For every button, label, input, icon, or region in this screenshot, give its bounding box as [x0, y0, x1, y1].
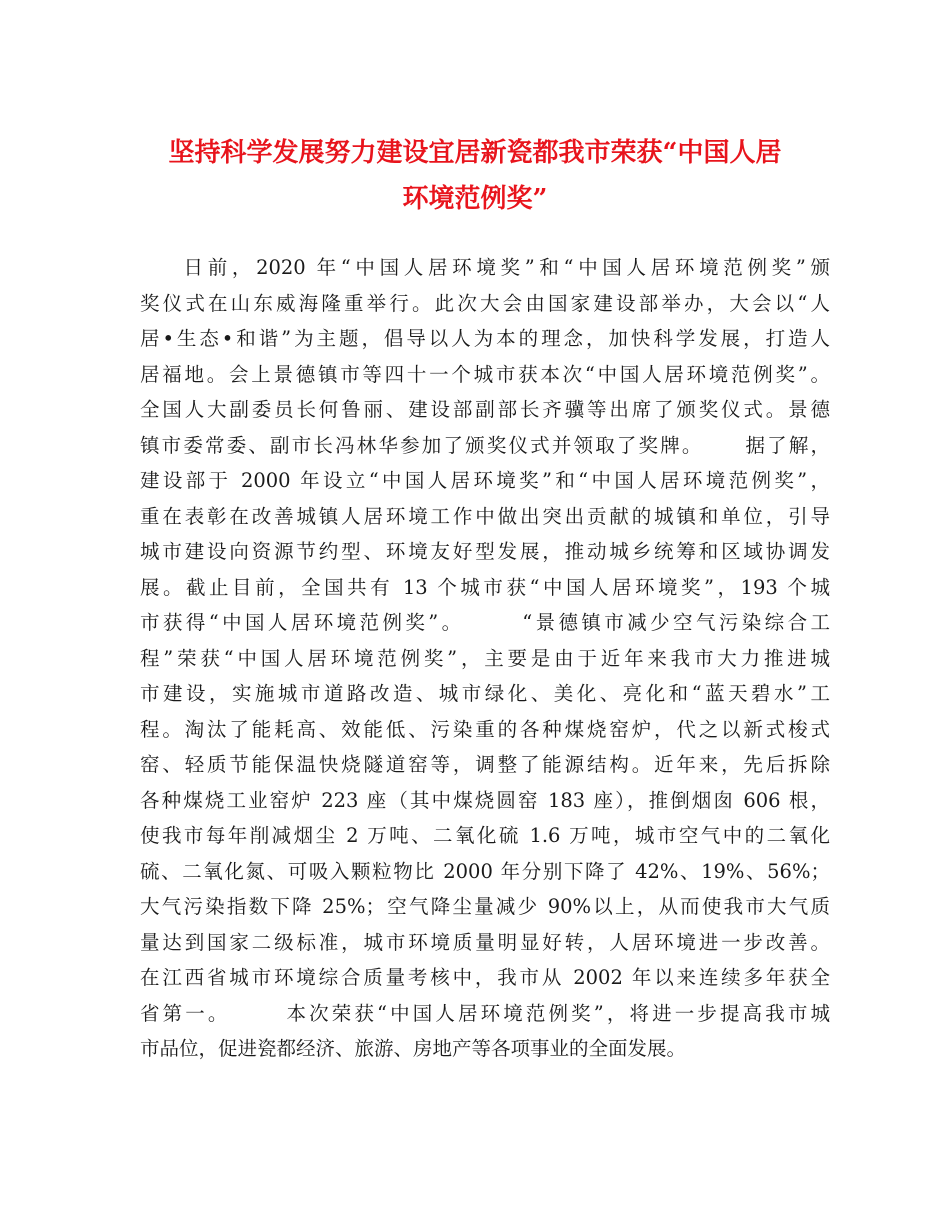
body-line: 镇市委常委、副市长冯林华参加了颁奖仪式并领取了奖牌。 据了解， [140, 433, 830, 457]
body-line: 市获得“中国人居环境范例奖”。 “景德镇市减少空气污染综合工 [140, 611, 830, 634]
document-body [140, 250, 830, 1067]
body-line: 奖仪式在山东威海隆重举行。此次大会由国家建设部举办，大会以“人 [140, 291, 830, 315]
body-line: 硫、二氧化氮、可吸入颗粒物比 2000 年分别下降了 42%、19%、56%； [140, 859, 830, 883]
body-line: 城市建设向资源节约型、环境友好型发展，推动城乡统筹和区域协调发 [140, 540, 830, 563]
title-line-1: 坚持科学发展努力建设宜居新瓷都我市荣获“中国人居 [168, 138, 782, 168]
body-line: 使我市每年削减烟尘 2 万吨、二氧化硫 1.6 万吨，城市空气中的二氧化 [140, 824, 830, 847]
body-line: 各种煤烧工业窑炉 223 座（其中煤烧圆窑 183 座），推倒烟囱 606 根， [140, 788, 830, 812]
body-line: 程。淘汰了能耗高、效能低、污染重的各种煤烧窑炉，代之以新式梭式 [140, 717, 830, 741]
body-line: 在江西省城市环境综合质量考核中，我市从 2002 年以来连续多年获全 [140, 966, 830, 989]
body-line: 建设部于 2000 年设立“中国人居环境奖”和“中国人居环境范例奖”， [140, 469, 830, 492]
title-line-2: 环境范例奖” [402, 184, 548, 214]
body-line: 市品位，促进瓷都经济、旅游、房地产等各项事业的全面发展。 [140, 1037, 687, 1060]
body-line: 窑、轻质节能保温快烧隧道窑等，调整了能源结构。近年来，先后拆除 [140, 753, 830, 776]
body-line: 省第一。 本次荣获“中国人居环境范例奖”，将进一步提高我市城 [140, 1001, 830, 1025]
body-line: 大气污染指数下降 25%；空气降尘量减少 90%以上，从而使我市大气质 [140, 895, 830, 918]
body-line: 日前，2020 年“中国人居环境奖”和“中国人居环境范例奖”颁 [140, 256, 830, 279]
document-title [130, 130, 820, 222]
body-line: 全国人大副委员长何鲁丽、建设部副部长齐骥等出席了颁奖仪式。景德 [140, 398, 830, 421]
body-line: 居福地。会上景德镇市等四十一个城市获本次“中国人居环境范例奖”。 [140, 362, 830, 386]
body-line: 量达到国家二级标准，城市环境质量明显好转，人居环境进一步改善。 [140, 930, 830, 954]
body-line: 展。截止目前，全国共有 13 个城市获“中国人居环境奖”，193 个城 [140, 575, 830, 599]
body-line: 市建设，实施城市道路改造、城市绿化、美化、亮化和“蓝天碧水”工 [140, 682, 830, 705]
body-line: 重在表彰在改善城镇人居环境工作中做出突出贡献的城镇和单位，引导 [140, 504, 830, 528]
body-line: 程”荣获“中国人居环境范例奖”，主要是由于近年来我市大力推进城 [140, 646, 830, 670]
body-line: 居•生态•和谐”为主题，倡导以人为本的理念，加快科学发展，打造人 [140, 327, 830, 350]
